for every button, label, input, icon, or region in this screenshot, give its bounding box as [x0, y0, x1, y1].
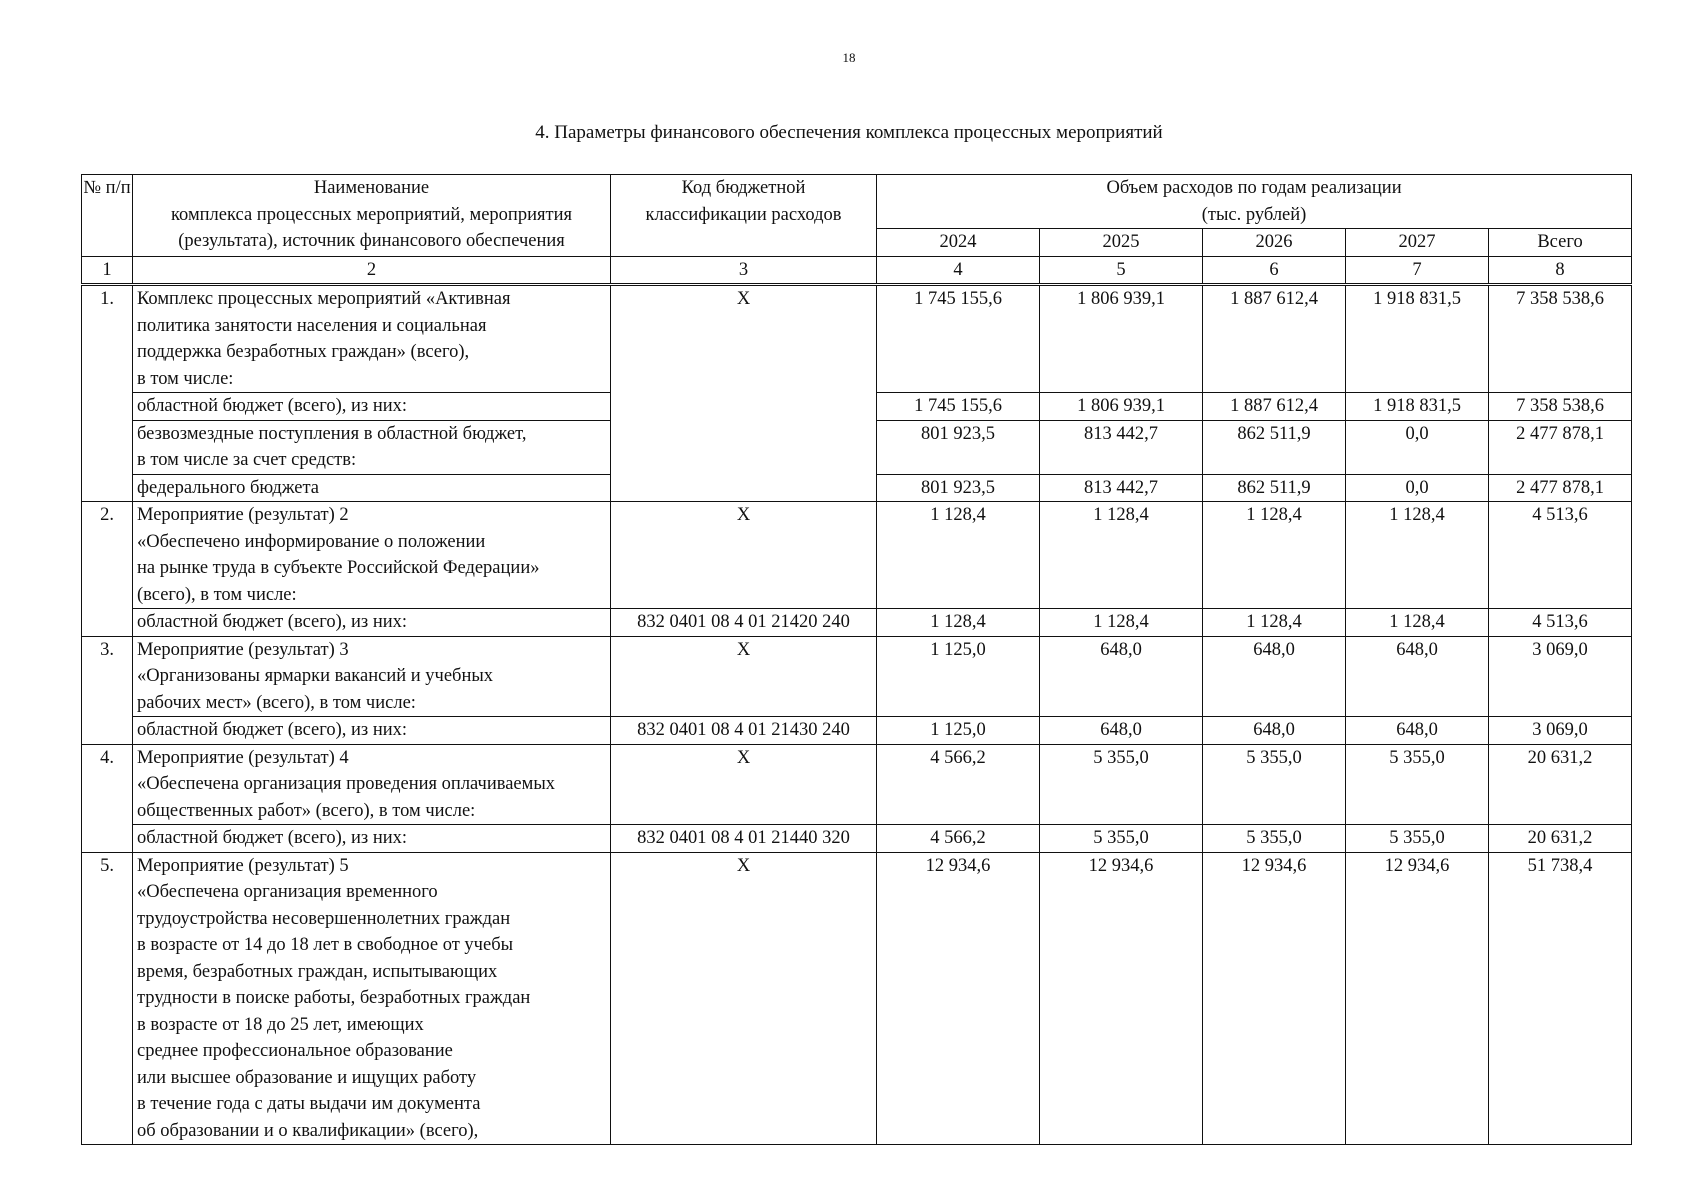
- row-name-line: «Организованы ярмарки вакансий и учебных: [137, 666, 494, 686]
- value-2026: 12 934,6: [1203, 852, 1346, 1145]
- row-name-line: трудоустройства несовершеннолетних граждан: [137, 908, 511, 929]
- value-2024: 1 125,0: [877, 717, 1040, 745]
- header-volume-line: Объем расходов по годам реализации: [1106, 178, 1402, 198]
- value-total: 51 738,4: [1489, 852, 1632, 1145]
- value-total: 2 477 878,1: [1489, 420, 1632, 474]
- financing-table: [81, 174, 1632, 1145]
- value-2025: 648,0: [1040, 636, 1203, 717]
- header-name-cell: [133, 175, 611, 257]
- row-name-line: Мероприятие (результат) 4: [137, 747, 349, 768]
- column-number: 6: [1203, 256, 1346, 285]
- row-code: 832 0401 08 4 01 21440 320: [611, 825, 877, 853]
- row-name-line: рабочих мест» (всего), в том числе:: [137, 692, 416, 713]
- row-name: федерального бюджета: [133, 474, 611, 502]
- row-name: областной бюджет (всего), из них:: [133, 609, 611, 637]
- row-name: [133, 420, 611, 474]
- value-total: 3 069,0: [1489, 717, 1632, 745]
- header-name-line: (результата), источник финансового обеспечения: [178, 231, 565, 251]
- header-name-line: Наименование: [313, 178, 430, 198]
- value-2025: 648,0: [1040, 717, 1203, 745]
- value-2026: 1 128,4: [1203, 502, 1346, 609]
- row-name-line: «Обеспечено информирование о положении: [137, 531, 486, 552]
- value-2024: 1 128,4: [877, 502, 1040, 609]
- row-name-line: «Обеспечена организация проведения оплачиваемых: [137, 774, 556, 794]
- row-code: 832 0401 08 4 01 21420 240: [611, 609, 877, 637]
- header-year-2027: 2027: [1346, 229, 1489, 257]
- row-code: X: [611, 285, 877, 502]
- value-2026: 5 355,0: [1203, 825, 1346, 853]
- column-number: 8: [1489, 256, 1632, 285]
- header-year-2025: 2025: [1040, 229, 1203, 257]
- value-2024: 1 745 155,6: [877, 393, 1040, 421]
- row-number: 4.: [82, 744, 133, 852]
- header-code-line: классификации расходов: [645, 204, 842, 225]
- value-2024: 801 923,5: [877, 420, 1040, 474]
- row-name-line: или высшее образование и ищущих работу: [137, 1067, 477, 1088]
- value-2025: 1 806 939,1: [1040, 285, 1203, 393]
- row-name-line: в возрасте от 14 до 18 лет в свободное от учебы: [137, 935, 514, 955]
- value-total: 2 477 878,1: [1489, 474, 1632, 502]
- column-number: 3: [611, 256, 877, 285]
- column-number: 1: [82, 256, 133, 285]
- value-2027: 5 355,0: [1346, 744, 1489, 825]
- value-2027: 0,0: [1346, 420, 1489, 474]
- value-2026: 862 511,9: [1203, 474, 1346, 502]
- value-2025: 1 128,4: [1040, 609, 1203, 637]
- row-name-line: среднее профессиональное образование: [137, 1041, 453, 1061]
- value-2027: 1 128,4: [1346, 609, 1489, 637]
- value-total: 20 631,2: [1489, 744, 1632, 825]
- value-2027: 12 934,6: [1346, 852, 1489, 1145]
- row-code: X: [611, 636, 877, 717]
- column-number: 7: [1346, 256, 1489, 285]
- row-name-line: трудности в поиске работы, безработных граждан: [137, 988, 531, 1008]
- value-2024: 4 566,2: [877, 744, 1040, 825]
- value-2025: 5 355,0: [1040, 825, 1203, 853]
- row-name-line: «Обеспечена организация временного: [137, 882, 438, 902]
- row-name: [133, 502, 611, 609]
- row-number: 2.: [82, 502, 133, 637]
- header-volume-cell: [877, 175, 1632, 229]
- row-name-line: безвозмездные поступления в областной бюджет,: [137, 423, 527, 444]
- column-number: 4: [877, 256, 1040, 285]
- row-code: X: [611, 744, 877, 825]
- table-row: [82, 502, 1632, 609]
- row-name-line: в возрасте от 18 до 25 лет, имеющих: [137, 1014, 424, 1035]
- value-2025: 1 128,4: [1040, 502, 1203, 609]
- value-2025: 813 442,7: [1040, 420, 1203, 474]
- value-2026: 648,0: [1203, 636, 1346, 717]
- column-number: 2: [133, 256, 611, 285]
- row-name-line: время, безработных граждан, испытывающих: [137, 961, 498, 982]
- header-number-cell: № п/п: [82, 175, 133, 257]
- value-total: 4 513,6: [1489, 609, 1632, 637]
- value-2024: 1 125,0: [877, 636, 1040, 717]
- value-2024: 801 923,5: [877, 474, 1040, 502]
- row-name-line: общественных работ» (всего), в том числе:: [137, 800, 476, 821]
- value-2027: 5 355,0: [1346, 825, 1489, 853]
- value-2024: 12 934,6: [877, 852, 1040, 1145]
- value-2025: 12 934,6: [1040, 852, 1203, 1145]
- value-2027: 648,0: [1346, 717, 1489, 745]
- value-2024: 1 128,4: [877, 609, 1040, 637]
- row-name: [133, 636, 611, 717]
- row-name-line: Мероприятие (результат) 3: [137, 639, 349, 660]
- row-name: [133, 744, 611, 825]
- value-2027: 1 918 831,5: [1346, 393, 1489, 421]
- row-name: [133, 852, 611, 1145]
- value-2027: 648,0: [1346, 636, 1489, 717]
- value-2027: 1 128,4: [1346, 502, 1489, 609]
- value-2025: 1 806 939,1: [1040, 393, 1203, 421]
- row-name-line: Комплекс процессных мероприятий «Активная: [137, 289, 511, 309]
- row-code: 832 0401 08 4 01 21430 240: [611, 717, 877, 745]
- value-2025: 5 355,0: [1040, 744, 1203, 825]
- value-total: 7 358 538,6: [1489, 393, 1632, 421]
- row-name-line: об образовании и о квалификации» (всего),: [137, 1120, 479, 1141]
- table-row: [82, 717, 1632, 745]
- value-total: 20 631,2: [1489, 825, 1632, 853]
- value-2026: 648,0: [1203, 717, 1346, 745]
- column-number-row: [82, 256, 1632, 285]
- header-code-line: Код бюджетной: [681, 178, 806, 198]
- header-name-line: комплекса процессных мероприятий, мероприятия: [171, 204, 572, 225]
- header-year-2026: 2026: [1203, 229, 1346, 257]
- row-name-line: в том числе за счет средств:: [137, 450, 357, 470]
- value-2026: 1 887 612,4: [1203, 393, 1346, 421]
- header-year-2024: 2024: [877, 229, 1040, 257]
- column-number: 5: [1040, 256, 1203, 285]
- value-2027: 0,0: [1346, 474, 1489, 502]
- row-code: X: [611, 502, 877, 609]
- row-number: 5.: [82, 852, 133, 1145]
- value-2026: 1 887 612,4: [1203, 285, 1346, 393]
- row-name: [133, 285, 611, 393]
- row-name: областной бюджет (всего), из них:: [133, 825, 611, 853]
- value-2024: 4 566,2: [877, 825, 1040, 853]
- row-name-line: (всего), в том числе:: [137, 584, 297, 605]
- table-row: [82, 609, 1632, 637]
- row-name-line: политика занятости населения и социальная: [137, 315, 487, 336]
- value-2025: 813 442,7: [1040, 474, 1203, 502]
- row-name-line: поддержка безработных граждан» (всего),: [137, 342, 470, 362]
- row-name-line: на рынке труда в субъекте Российской Федерации»: [137, 558, 540, 578]
- row-name: областной бюджет (всего), из них:: [133, 393, 611, 421]
- value-total: 3 069,0: [1489, 636, 1632, 717]
- value-total: 4 513,6: [1489, 502, 1632, 609]
- header-total: Всего: [1489, 229, 1632, 257]
- row-name-line: в том числе:: [137, 368, 234, 389]
- page-number: 18: [842, 50, 856, 65]
- row-name-line: в течение года с даты выдачи им документа: [137, 1094, 481, 1114]
- row-number: 1.: [82, 285, 133, 502]
- header-volume-line: (тыс. рублей): [1201, 204, 1307, 225]
- value-2026: 5 355,0: [1203, 744, 1346, 825]
- row-name: областной бюджет (всего), из них:: [133, 717, 611, 745]
- row-code: X: [611, 852, 877, 1145]
- row-name-line: Мероприятие (результат) 5: [137, 855, 349, 876]
- document-title: 4. Параметры финансового обеспечения комплекса процессных мероприятий: [535, 122, 1163, 143]
- table-row: [82, 825, 1632, 853]
- value-total: 7 358 538,6: [1489, 285, 1632, 393]
- header-code-cell: [611, 175, 877, 257]
- table-row: [82, 852, 1632, 1145]
- row-number: 3.: [82, 636, 133, 744]
- table-row: [82, 744, 1632, 825]
- value-2026: 862 511,9: [1203, 420, 1346, 474]
- table-row: [82, 285, 1632, 393]
- value-2024: 1 745 155,6: [877, 285, 1040, 393]
- header-row: [82, 175, 1632, 229]
- value-2026: 1 128,4: [1203, 609, 1346, 637]
- table-row: [82, 636, 1632, 717]
- row-name-line: Мероприятие (результат) 2: [137, 505, 349, 525]
- value-2027: 1 918 831,5: [1346, 285, 1489, 393]
